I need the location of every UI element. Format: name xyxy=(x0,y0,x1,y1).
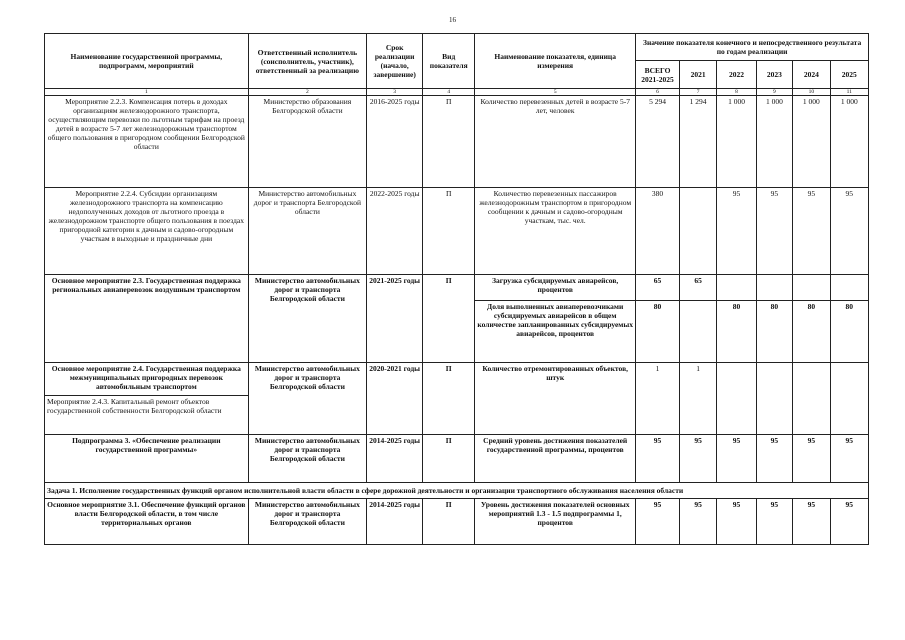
row-period: 2014-2025 годы xyxy=(367,499,423,545)
row-value: 95 xyxy=(756,188,792,275)
row-value: 95 xyxy=(793,499,830,545)
row-name: Мероприятие 2.2.3. Компенсация потерь в доходах организациям железнодорожного транспорта, осуществляющим перевозки по льготным тарифам на проезд детей в возрасте 5-7 лет железнодорожным транспортом общего пользования в пригородном сообщении Белгородской области xyxy=(45,96,249,188)
row-value: 65 xyxy=(679,275,716,301)
row-value-total: 5 294 xyxy=(636,96,680,188)
row-indicator: Количество перевезенных пассажиров железнодорожным транспортом в пригородном сообщении к дачным и садово-огородным участкам, тыс. чел. xyxy=(475,188,636,275)
header-type: Вид показателя xyxy=(423,34,475,89)
row-value xyxy=(793,363,830,435)
column-number: 1 xyxy=(45,89,249,96)
row-value xyxy=(717,363,756,435)
row-name: Основное мероприятие 2.4. Государственная поддержка межмуниципальных пригородных перевозок автомобильным транспортом xyxy=(51,364,241,391)
row-type: П xyxy=(423,275,475,363)
row-executor: Министерство образования Белгородской области xyxy=(248,96,366,188)
row-period: 2014-2025 годы xyxy=(367,435,423,483)
column-number: 3 xyxy=(367,89,423,96)
row-name-split xyxy=(45,363,249,435)
row-type: П xyxy=(423,435,475,483)
row-value: 1 000 xyxy=(717,96,756,188)
header-values-group: Значение показателя конечного и непосредственного результата по годам реализации xyxy=(636,34,869,61)
row-value: 95 xyxy=(793,435,830,483)
page-number: 16 xyxy=(449,16,456,24)
row-value: 95 xyxy=(679,499,716,545)
header-year: 2021 xyxy=(679,61,716,89)
row-value xyxy=(793,275,830,301)
column-number: 11 xyxy=(830,89,868,96)
header-year: 2022 xyxy=(717,61,756,89)
task-title: Задача 1. Исполнение государственных функций органом исполнительной власти области в сфере дорожной деятельности и организации транспортного обслуживания населения области xyxy=(45,483,869,499)
row-value xyxy=(830,363,868,435)
row-executor: Министерство автомобильных дорог и транспорта Белгородской области xyxy=(248,188,366,275)
header-year: 2024 xyxy=(793,61,830,89)
row-value: 1 000 xyxy=(793,96,830,188)
row-name: Мероприятие 2.2.4. Субсидии организациям железнодорожного транспорта на компенсацию недополученных доходов от льготного проезда в железнодорожном транспорте общего пользования в поездах пригородной категории к дачным и садово-огородным участкам в выходные и праздничные дни xyxy=(45,188,249,275)
row-indicator: Количество перевезенных детей в возрасте 5-7 лет, человек xyxy=(475,96,636,188)
header-period: Срок реализации (начало, завершение) xyxy=(367,34,423,89)
table-row xyxy=(45,275,869,301)
row-value: 95 xyxy=(717,435,756,483)
task-row xyxy=(45,483,869,499)
column-number: 10 xyxy=(793,89,830,96)
header-year: 2023 xyxy=(756,61,792,89)
row-name: Основное мероприятие 3.1. Обеспечение функций органов власти Белгородской области, в том числе территориальных органов xyxy=(45,499,249,545)
table-row xyxy=(45,188,869,275)
row-value: 95 xyxy=(756,435,792,483)
row-value: 1 000 xyxy=(830,96,868,188)
row-period: 2022-2025 годы xyxy=(367,188,423,275)
row-type: П xyxy=(423,363,475,435)
table-row xyxy=(45,499,869,545)
row-period: 2021-2025 годы xyxy=(367,275,423,363)
program-table xyxy=(44,33,869,545)
header-total: ВСЕГО 2021-2025 xyxy=(636,61,680,89)
row-value: 95 xyxy=(830,435,868,483)
row-value: 95 xyxy=(717,499,756,545)
row-value xyxy=(756,363,792,435)
row-value-total: 380 xyxy=(636,188,680,275)
row-value-total: 80 xyxy=(636,301,680,363)
table-row xyxy=(45,96,869,188)
row-executor: Министерство автомобильных дорог и транспорта Белгородской области xyxy=(248,435,366,483)
row-value: 80 xyxy=(717,301,756,363)
row-type: П xyxy=(423,188,475,275)
column-number: 4 xyxy=(423,89,475,96)
row-value: 1 294 xyxy=(679,96,716,188)
row-value: 1 000 xyxy=(756,96,792,188)
row-indicator: Количество отремонтированных объектов, штук xyxy=(475,363,636,435)
row-name: Подпрограмма 3. «Обеспечение реализации государственной программы» xyxy=(45,435,249,483)
row-value: 80 xyxy=(756,301,792,363)
column-number: 6 xyxy=(636,89,680,96)
row-value xyxy=(717,275,756,301)
row-indicator: Загрузка субсидируемых авиарейсов, процентов xyxy=(475,275,636,301)
row-value: 80 xyxy=(830,301,868,363)
row-indicator: Уровень достижения показателей основных мероприятий 1.3 - 1.5 подпрограммы 1, процентов xyxy=(475,499,636,545)
row-executor: Министерство автомобильных дорог и транспорта Белгородской области xyxy=(248,363,366,435)
row-value: 95 xyxy=(793,188,830,275)
row-executor: Министерство автомобильных дорог и транспорта Белгородской области xyxy=(248,275,366,363)
column-number: 2 xyxy=(248,89,366,96)
row-value xyxy=(830,275,868,301)
row-value xyxy=(679,301,716,363)
row-value-total: 95 xyxy=(636,435,680,483)
row-value xyxy=(679,188,716,275)
row-value-total: 65 xyxy=(636,275,680,301)
column-number: 8 xyxy=(717,89,756,96)
row-value-total: 95 xyxy=(636,499,680,545)
column-number: 5 xyxy=(475,89,636,96)
row-executor: Министерство автомобильных дорог и транспорта Белгородской области xyxy=(248,499,366,545)
row-value: 95 xyxy=(717,188,756,275)
header-name: Наименование государственной программы, подпрограмм, мероприятий xyxy=(45,34,249,89)
row-sub-name: Мероприятие 2.4.3. Капитальный ремонт объектов государственной собственности Белгородской области xyxy=(45,395,248,416)
header-year: 2025 xyxy=(830,61,868,89)
row-type: П xyxy=(423,96,475,188)
column-number: 9 xyxy=(756,89,792,96)
row-value: 1 xyxy=(679,363,716,435)
row-indicator: Средний уровень достижения показателей государственной программы, процентов xyxy=(475,435,636,483)
row-value: 95 xyxy=(830,188,868,275)
row-type: П xyxy=(423,499,475,545)
row-period: 2020-2021 годы xyxy=(367,363,423,435)
row-period: 2016-2025 годы xyxy=(367,96,423,188)
table-row xyxy=(45,435,869,483)
row-value xyxy=(756,275,792,301)
header-indicator: Наименование показателя, единица измерения xyxy=(475,34,636,89)
row-value: 95 xyxy=(679,435,716,483)
row-value: 95 xyxy=(830,499,868,545)
row-value: 80 xyxy=(793,301,830,363)
row-name: Основное мероприятие 2.3. Государственная поддержка региональных авиаперевозок воздушным транспортом xyxy=(45,275,249,363)
column-number: 7 xyxy=(679,89,716,96)
header-executor: Ответственный исполнитель (соисполнитель, участник), ответственный за реализацию xyxy=(248,34,366,89)
row-indicator: Доля выполненных авиаперевозчиками субсидируемых авиарейсов в общем количестве запланированных субсидируемых авиарейсов, процентов xyxy=(475,301,636,363)
row-value: 95 xyxy=(756,499,792,545)
row-value-total: 1 xyxy=(636,363,680,435)
table-row xyxy=(45,363,869,435)
